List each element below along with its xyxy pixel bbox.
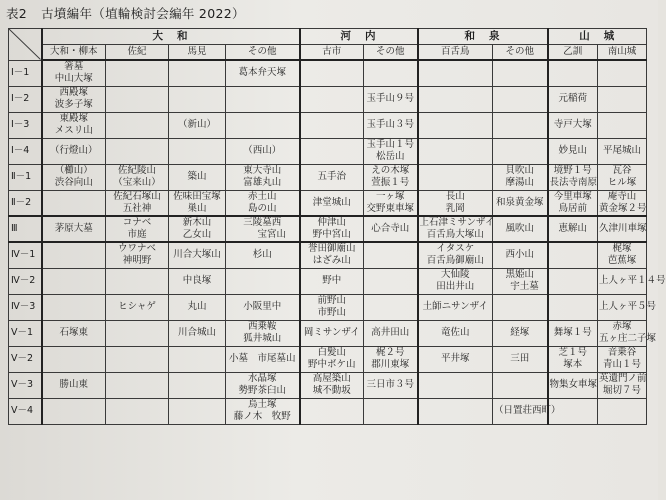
table-cell xyxy=(42,268,106,294)
column-header: その他 xyxy=(493,45,548,61)
table-cell: 久津川車塚 xyxy=(598,216,647,242)
period-cell: Ⅳ－2 xyxy=(9,268,42,294)
table-cell: （日置荘西町） xyxy=(493,398,548,424)
table-cell: 小阪里中 xyxy=(226,294,300,320)
table-cell: 西小山 xyxy=(493,242,548,268)
table-cell: 野中 xyxy=(300,268,364,294)
table-cell: 新木山 乙女山 xyxy=(169,216,226,242)
table-cell xyxy=(106,86,169,112)
table-cell: 仲津山 野中宮山 xyxy=(300,216,364,242)
period-cell: Ⅰ－2 xyxy=(9,86,42,112)
table-cell: 杉山 xyxy=(226,242,300,268)
table-row xyxy=(9,86,647,112)
table-cell xyxy=(598,60,647,86)
table-cell xyxy=(598,86,647,112)
table-cell xyxy=(418,398,493,424)
table-cell xyxy=(300,112,364,138)
table-cell xyxy=(300,60,364,86)
region-header-yamato: 大和 xyxy=(42,29,300,45)
region-header-yamashiro: 山城 xyxy=(548,29,647,45)
table-cell xyxy=(548,268,598,294)
period-cell: Ⅰ－4 xyxy=(9,138,42,164)
table-cell xyxy=(300,86,364,112)
table-cell xyxy=(106,398,169,424)
table-row xyxy=(9,242,647,268)
table-cell xyxy=(493,112,548,138)
table-cell: 境野１号 長法寺南原 xyxy=(549,165,598,188)
table-cell xyxy=(548,60,598,86)
table-cell xyxy=(418,164,493,190)
table-row xyxy=(9,320,647,346)
table-cell: 和泉黄金塚 xyxy=(493,190,548,216)
column-header: 乙訓 xyxy=(548,45,598,61)
table-cell xyxy=(364,268,418,294)
table-cell: 黒姫山 宇土墓 xyxy=(493,268,548,294)
table-cell: 川合城山 xyxy=(169,320,226,346)
table-cell: 元稲荷 xyxy=(548,86,598,112)
table-cell: 経塚 xyxy=(493,320,548,346)
table-cell xyxy=(226,112,300,138)
region-header-izumi: 和泉 xyxy=(418,29,548,45)
table-row xyxy=(9,60,647,86)
table-cell xyxy=(418,112,493,138)
table-cell xyxy=(106,60,169,86)
table-cell: 小墓 市尾墓山 xyxy=(226,346,300,372)
table-cell xyxy=(418,60,493,86)
table-cell: 長山 乳岡 xyxy=(418,190,493,216)
column-header: 百舌鳥 xyxy=(418,45,493,61)
table-row xyxy=(9,268,647,294)
table-row xyxy=(9,112,647,138)
corner-diagonal-cell xyxy=(9,29,42,61)
table-row xyxy=(9,372,647,398)
table-cell xyxy=(300,138,364,164)
table-cell: （新山） xyxy=(169,112,226,138)
table-cell: 岡ミサンザイ xyxy=(300,320,364,346)
table-row xyxy=(9,138,647,164)
table-caption xyxy=(6,4,259,22)
table-cell: 水晶塚 勢野茶臼山 xyxy=(226,372,300,398)
column-header: 大和・柳本 xyxy=(42,45,106,61)
table-cell: ウワナベ 神明野 xyxy=(106,242,169,268)
column-header: その他 xyxy=(226,45,300,61)
table-cell: 三田 xyxy=(493,346,548,372)
table-cell: コナベ 市庭 xyxy=(106,216,169,242)
table-cell xyxy=(106,346,169,372)
table-cell: 三日市３号 xyxy=(364,372,418,398)
table-title: 古墳編年（埴輪検討会編年 2022） xyxy=(41,6,245,21)
table-cell: 石塚東 xyxy=(42,320,106,346)
table-cell: 恵解山 xyxy=(548,216,598,242)
table-cell: 芝１号 塚本 xyxy=(548,346,598,372)
table-row xyxy=(9,398,647,424)
table-cell: 風吹山 xyxy=(493,216,548,242)
table-cell: 音乗谷 青山１号 xyxy=(598,346,647,372)
period-cell: Ⅱ－2 xyxy=(9,190,42,216)
column-header: 南山城 xyxy=(598,45,647,61)
table-cell xyxy=(169,398,226,424)
column-header: 佐紀 xyxy=(106,45,169,61)
table-cell xyxy=(106,372,169,398)
table-cell: 赤土山 島の山 xyxy=(226,190,300,216)
table-cell xyxy=(493,294,548,320)
table-cell xyxy=(169,86,226,112)
table-cell: 五手治 xyxy=(300,164,364,190)
table-cell xyxy=(418,372,493,398)
table-cell xyxy=(548,242,598,268)
table-cell: 茅原大墓 xyxy=(42,216,106,242)
table-cell: 寺戸大塚 xyxy=(548,112,598,138)
table-cell xyxy=(169,60,226,86)
table-cell xyxy=(106,268,169,294)
table-cell: 舞塚１号 xyxy=(548,320,598,346)
period-cell: Ⅴ－4 xyxy=(9,398,42,424)
table-cell xyxy=(364,60,418,86)
table-cell xyxy=(418,86,493,112)
table-cell: イタスケ 百舌鳥御廟山 xyxy=(418,242,493,268)
table-cell xyxy=(42,346,106,372)
table-cell: 庵寺山 黄金塚２号 xyxy=(598,190,647,216)
table-cell: 西殿塚 波多子塚 xyxy=(42,86,106,112)
table-cell: 津堂城山 xyxy=(300,190,364,216)
table-cell: 一ヶ塚 交野東車塚 xyxy=(364,190,418,216)
table-cell xyxy=(364,242,418,268)
table-cell xyxy=(42,294,106,320)
table-cell xyxy=(169,372,226,398)
table-cell: えの木塚 萱振１号 xyxy=(364,164,418,190)
table-cell: 梶塚 芭蕉塚 xyxy=(598,242,647,268)
table-cell xyxy=(42,242,106,268)
column-header: 馬見 xyxy=(169,45,226,61)
table-cell: 梶２号 郡川東塚 xyxy=(364,346,418,372)
region-header-kawachi: 河内 xyxy=(300,29,418,45)
table-number: 表2 xyxy=(6,6,28,21)
table-cell: 高屋築山 城不動坂 xyxy=(300,372,364,398)
table-row xyxy=(9,294,647,320)
table-cell: 烏土塚 藤ノ木 牧野 xyxy=(226,398,300,424)
column-header: その他 xyxy=(364,45,418,61)
table-cell: 東大寺山 富雄丸山 xyxy=(226,164,300,190)
table-cell: 心合寺山 xyxy=(364,216,418,242)
kofun-chronology-table xyxy=(8,28,666,425)
table-cell xyxy=(493,60,548,86)
table-cell: 赤塚 五ヶ庄二子塚 xyxy=(599,321,657,344)
table-cell: 葛本弁天塚 xyxy=(226,60,300,86)
column-header: 古市 xyxy=(300,45,364,61)
table-row xyxy=(9,190,647,216)
table-cell: 上石津ミサンザイ 百舌鳥大塚山 xyxy=(419,217,495,240)
table-cell: 土師ニサンザイ xyxy=(418,294,493,320)
period-cell: Ⅰ－1 xyxy=(9,60,42,86)
table-cell: 瓦谷 ヒル塚 xyxy=(598,164,647,190)
table-cell: 大仙陵 田出井山 xyxy=(418,268,493,294)
table-cell: 白髪山 野中ボケ山 xyxy=(300,346,364,372)
table-cell: 玉手山９号 xyxy=(364,86,418,112)
table-cell xyxy=(42,190,106,216)
table-cell: 平尾城山 xyxy=(598,138,647,164)
table-cell xyxy=(364,398,418,424)
period-cell: Ⅰ－3 xyxy=(9,112,42,138)
period-cell: Ⅴ－1 xyxy=(9,320,42,346)
table-cell: 三陵墓西 宝宮山 xyxy=(226,216,300,242)
table-row xyxy=(9,346,647,372)
period-cell: Ⅴ－2 xyxy=(9,346,42,372)
table-cell: 今里車塚 鳥居前 xyxy=(548,190,598,216)
table-row xyxy=(9,164,647,190)
table-cell: 玉手山３号 xyxy=(364,112,418,138)
table-cell xyxy=(364,294,418,320)
table-cell xyxy=(598,112,647,138)
table-cell xyxy=(106,138,169,164)
table-cell: 誉田御廟山 はざみ山 xyxy=(300,242,364,268)
table-cell xyxy=(300,398,364,424)
table-cell: 佐味田宝塚 巣山 xyxy=(169,190,226,216)
table-cell: 貝吹山 摩湯山 xyxy=(493,164,548,190)
table-cell: 高井田山 xyxy=(364,320,418,346)
table-cell xyxy=(493,372,548,398)
table-cell: 佐紀陵山 （宝来山） xyxy=(106,164,169,190)
table-cell xyxy=(598,398,647,424)
table-cell xyxy=(226,268,300,294)
table-cell xyxy=(418,138,493,164)
table-cell: 前野山 市野山 xyxy=(300,294,364,320)
table-cell: （行燈山） xyxy=(42,138,106,164)
table-cell: 丸山 xyxy=(169,294,226,320)
table-cell xyxy=(548,294,598,320)
table-cell: 勝山東 xyxy=(42,372,106,398)
table-cell: 東殿塚 メスリ山 xyxy=(42,112,106,138)
period-cell: Ⅳ－3 xyxy=(9,294,42,320)
table-cell: 物集女車塚 xyxy=(548,372,598,398)
table-cell xyxy=(42,398,106,424)
table-cell: 妙見山 xyxy=(548,138,598,164)
table-cell: 英遺門ノ前 堀切７号 xyxy=(599,373,647,396)
table-cell: 川合大塚山 xyxy=(169,242,226,268)
table-row xyxy=(9,216,647,242)
table-cell: （櫛山） 渋谷向山 xyxy=(42,164,106,190)
table-cell: 西乗鞍 狐井城山 xyxy=(226,320,300,346)
table-cell: 玉手山１号 松岳山 xyxy=(364,138,418,164)
table-cell xyxy=(106,112,169,138)
table-cell xyxy=(169,346,226,372)
table-cell: 上人ヶ平５号 xyxy=(598,294,647,320)
table-cell xyxy=(226,86,300,112)
table-cell: 箸墓 中山大塚 xyxy=(42,60,106,86)
table-cell: 中良塚 xyxy=(169,268,226,294)
table-cell xyxy=(106,320,169,346)
period-cell: Ⅴ－3 xyxy=(9,372,42,398)
period-cell: Ⅲ xyxy=(9,216,42,242)
table-cell: 築山 xyxy=(169,164,226,190)
table-cell: 上人ヶ平１４号 xyxy=(598,268,647,294)
table-cell: （西山） xyxy=(226,138,300,164)
period-cell: Ⅱ－1 xyxy=(9,164,42,190)
table-cell: 佐紀石塚山 五社神 xyxy=(106,190,169,216)
table-cell: 竜佐山 xyxy=(418,320,493,346)
table-cell: ヒシャゲ xyxy=(106,294,169,320)
table-cell xyxy=(493,86,548,112)
table-cell: 平井塚 xyxy=(418,346,493,372)
table-cell xyxy=(493,138,548,164)
period-cell: Ⅳ－1 xyxy=(9,242,42,268)
table-cell xyxy=(169,138,226,164)
